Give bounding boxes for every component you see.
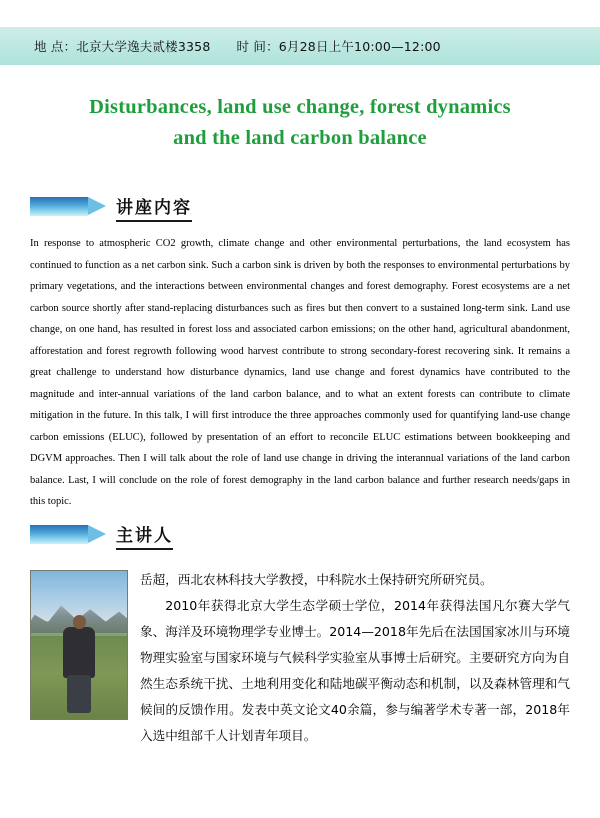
page-title xyxy=(0,92,600,154)
arrow-icon xyxy=(30,525,106,544)
info-bar xyxy=(0,27,600,65)
place-value: 北京大学逸夫贰楼3358 xyxy=(76,39,211,54)
speaker-bio-p2: 2010年获得北京大学生态学硕士学位，2014年获得法国凡尔赛大学气象、海洋及环境物理学专业博士。2014—2018年先后在法国国家冰川与环境物理实验室与国家环境与气候科学实验室从事博士后研究。主要研究方向为自然生态系统干扰、土地利用变化和陆地碳平衡动态和机制，以及森林管理和气候间的反馈作用。发表中英文论文40余篇，参与编著学术专著一部，2018年入选中组部千人计划青年项目。 xyxy=(140,598,570,743)
arrow-icon xyxy=(30,197,106,216)
speaker-block xyxy=(30,567,570,749)
title-line-2: and the land carbon balance xyxy=(173,127,427,149)
place-label: 地 点： xyxy=(34,39,77,54)
title-line-1: Disturbances, land use change, forest dynamics xyxy=(89,96,511,118)
abstract-text: In response to atmospheric CO2 growth, climate change and other environmental perturbations, the land ecosystem has continued to function as a net carbon sink. Such a carbon sink is driven by both the responses to environmental perturbations by primary vegetations, and the interactions between environmental changes and forest demography. Forest ecosystems are a net carbon source shortly after stand-replacing disturbances such as fires but then convert to a sustained long-term sink. Land use change, on one hand, has resulted in forest loss and associated carbon emissions; on the other hand, agricultural abandonment, afforestation and forest regrowth following wood harvest contribute to strong secondary-forest recovering sink. It remains a great challenge to understand how disturbance dynamics, land use change and forest dynamics have contributed to the magnitude and inter-annual variations of the land carbon balance, and to what an extent forests can contribute to climate mitigation in the future. In this talk, I will first introduce the three approaches commonly used for quantifying land-use change carbon emissions (ELUC), followed by presentation of an effort to reconcile ELUC estimations between bookkeeping and DGVM approaches. Then I will talk about the role of land use change in driving the interannual variations of the land carbon balance. Last, I will conclude on the role of forest demography in the land carbon balance and further research needs/gaps in this topic. xyxy=(30,238,570,507)
time-label: 时 间： xyxy=(236,39,279,54)
section-title-content: 讲座内容 xyxy=(116,193,192,220)
section-title-speaker: 主讲人 xyxy=(116,521,173,548)
speaker-photo xyxy=(30,570,128,720)
section-header-speaker xyxy=(30,521,173,547)
time-value: 6月28日上午10:00—12:00 xyxy=(278,39,441,54)
section-header-content xyxy=(30,193,192,219)
info-bar-content xyxy=(0,37,467,55)
page-footer-space xyxy=(0,778,600,818)
speaker-bio-p1: 岳超，西北农林科技大学教授，中科院水土保持研究所研究员。 xyxy=(140,572,493,587)
